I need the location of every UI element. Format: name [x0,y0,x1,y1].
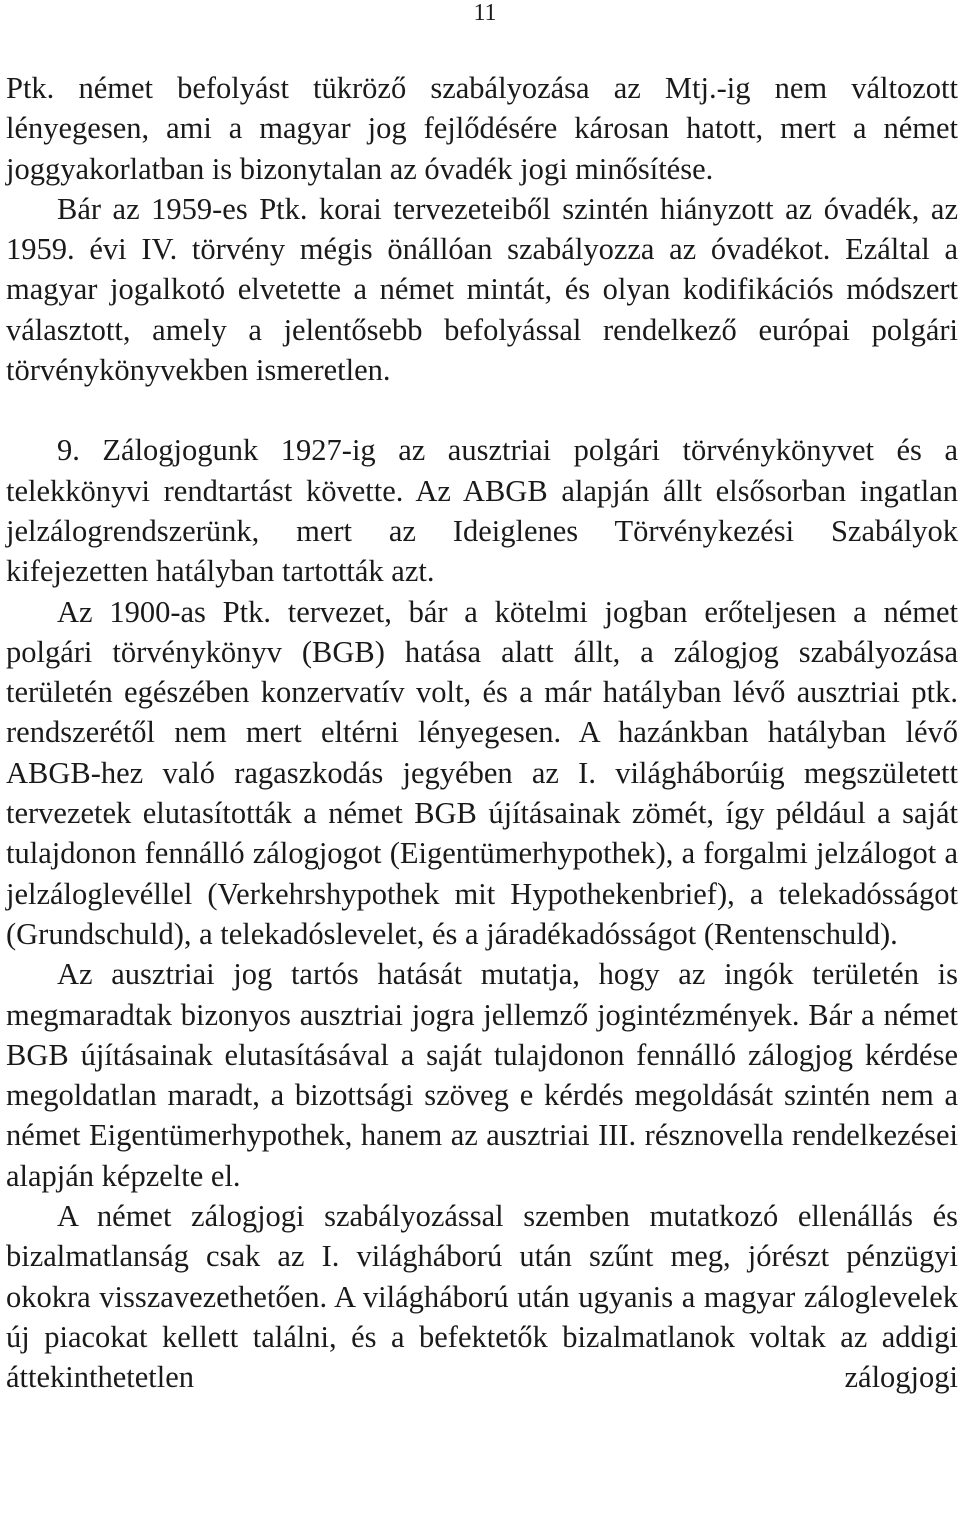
paragraph-3: 9. Zálogjogunk 1927-ig az ausztriai polgári törvénykönyvet és a telekkönyvi rendtartást követte. Az ABGB alapján állt elsősorban ingatlan jelzálogrendszerünk, mert az Ideiglenes Törvénykezési Szabályok kifejezetten hatályban tartották azt. [6,433,958,589]
document-body [6,68,958,1398]
paragraph-1: Ptk. német befolyást tükröző szabályozása az Mtj.-ig nem változott lényegesen, ami a magyar jog fejlődésére károsan hatott, mert a német joggyakorlatban is bizonytalan az óvadék jogi minősítése. [6,71,958,186]
page-number: 11 [473,0,497,26]
paragraph-6: A német zálogjogi szabályozással szemben mutatkozó ellenállás és bizalmatlanság csak az I. világháború után szűnt meg, jórészt pénzügyi okokra visszavezethetően. A világháború után ugyanis a magyar záloglevelek új piacokat kellett találni, és a befektetők bizalmatlanok voltak az addigi áttekinthetetlen zálogjogi [6,1199,958,1395]
paragraph-2: Bár az 1959-es Ptk. korai tervezeteiből szintén hiányzott az óvadék, az 1959. évi IV. törvény mégis önállóan szabályozza az óvadékot. Ezáltal a magyar jogalkotó elvetette a német mintát, és olyan kodifikációs módszert választott, amely a jelentősebb befolyással rendelkező európai polgári törvénykönyvekben ismeretlen. [6,191,958,388]
paragraph-4: Az 1900-as Ptk. tervezet, bár a kötelmi jogban erőteljesen a német polgári törvénykönyv (BGB) hatása alatt állt, a zálogjog szabályozása területén egészében konzervatív volt, és a már hatályban lévő ausztriai ptk. rendszerétől nem mert eltérni lényegesen. A hazánkban hatályban lévő ABGB-hez való ragaszkodás jegyében az I. világháborúig megszületett tervezetek elutasították a német BGB újításainak zömét, így például a saját tulajdonon fennálló zálogjogot (Eigentümerhypothek), a forgalmi jelzálogot a jelzáloglevéllel (Verkehrshypothek mit Hypothekenbrief), a telekadósságot (Grundschuld), a telekadóslevelet, és a járadékadósságot (Rentenschuld). [6,594,958,951]
paragraph-5: Az ausztriai jog tartós hatását mutatja, hogy az ingók területén is megmaradtak bizonyos ausztriai jogra jellemző jogintézmények. Bár a német BGB újításainak elutasításával a saját tulajdonon fennálló zálogjog kérdése megoldatlan maradt, a bizottsági szöveg e kérdés megoldását szintén nem a német Eigentümerhypothek, hanem az ausztriai III. résznovella rendelkezései alapján képzelte el. [6,957,958,1193]
